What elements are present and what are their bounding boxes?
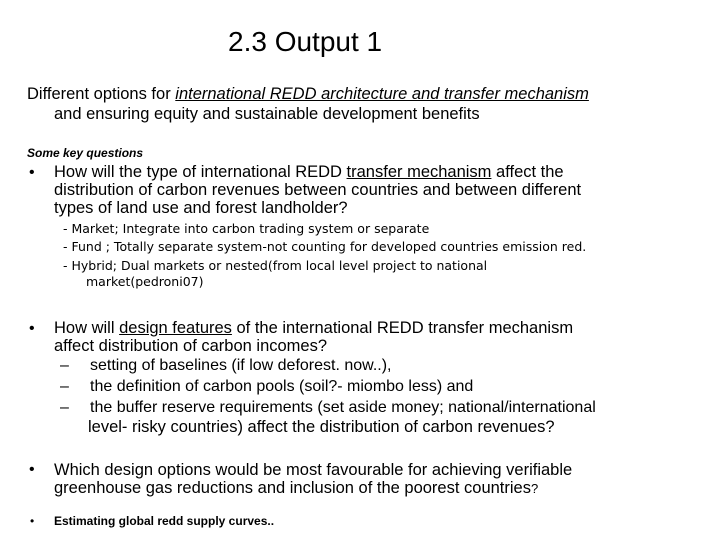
q2-l1-underline: design features xyxy=(119,319,232,337)
q3-line-1: Which design options would be most favourable for achieving verifiable xyxy=(54,461,573,479)
q2-l1-post: of the international REDD transfer mechanism xyxy=(231,319,574,337)
q2-dash-3: – xyxy=(60,399,69,416)
bullet-2: • xyxy=(29,320,35,337)
q4-line-1: Estimating global redd supply curves.. xyxy=(54,514,275,528)
q1-line-1 xyxy=(54,163,564,181)
q1-l1-pre: How will the type of international REDD xyxy=(54,163,347,181)
q2-item-1: setting of baselines (if low deforest. now..), xyxy=(90,357,392,374)
q1-sub-1: - Market; Integrate into carbon trading system or separate xyxy=(63,221,430,236)
q1-sub-2: - Fund ; Totally separate system-not counting for developed countries emission red. xyxy=(63,239,587,254)
intro-line-2: and ensuring equity and sustainable development benefits xyxy=(54,105,480,123)
q1-line-2: distribution of carbon revenues between countries and between different xyxy=(54,181,582,199)
q1-l1-underline: transfer mechanism xyxy=(346,163,492,181)
q3-l2-text: greenhouse gas reductions and inclusion of the poorest countries xyxy=(54,479,531,497)
q2-line-1 xyxy=(54,319,573,337)
subheading: Some key questions xyxy=(27,146,144,160)
q2-dash-2: – xyxy=(60,378,69,395)
bullet-1: • xyxy=(29,164,35,181)
q1-sub-3: - Hybrid; Dual markets or nested(from local level project to national xyxy=(63,258,488,273)
q2-item-2: the definition of carbon pools (soil?- miombo less) and xyxy=(90,378,474,395)
q1-l1-post: affect the xyxy=(491,163,564,181)
intro-emphasis: international REDD architecture and transfer mechanism xyxy=(175,85,589,103)
q3-l2-question: ? xyxy=(530,481,539,496)
q1-sub-4: market(pedroni07) xyxy=(86,274,204,289)
q1-line-3: types of land use and forest landholder? xyxy=(54,199,348,217)
slide-title: 2.3 Output 1 xyxy=(228,26,383,57)
q3-line-2 xyxy=(54,479,538,498)
q2-item-3: the buffer reserve requirements (set aside money; national/international xyxy=(90,399,596,416)
intro-line-1 xyxy=(27,85,589,104)
q2-line-2: affect distribution of carbon incomes? xyxy=(54,337,328,355)
q2-l1-pre: How will xyxy=(54,319,120,337)
q2-dash-1: – xyxy=(60,357,69,374)
bullet-3: • xyxy=(29,461,35,478)
q2-continuation: level- risky countries) affect the distribution of carbon revenues? xyxy=(88,418,555,436)
intro-prefix: Different options for xyxy=(27,85,176,103)
bullet-4: • xyxy=(30,514,35,528)
